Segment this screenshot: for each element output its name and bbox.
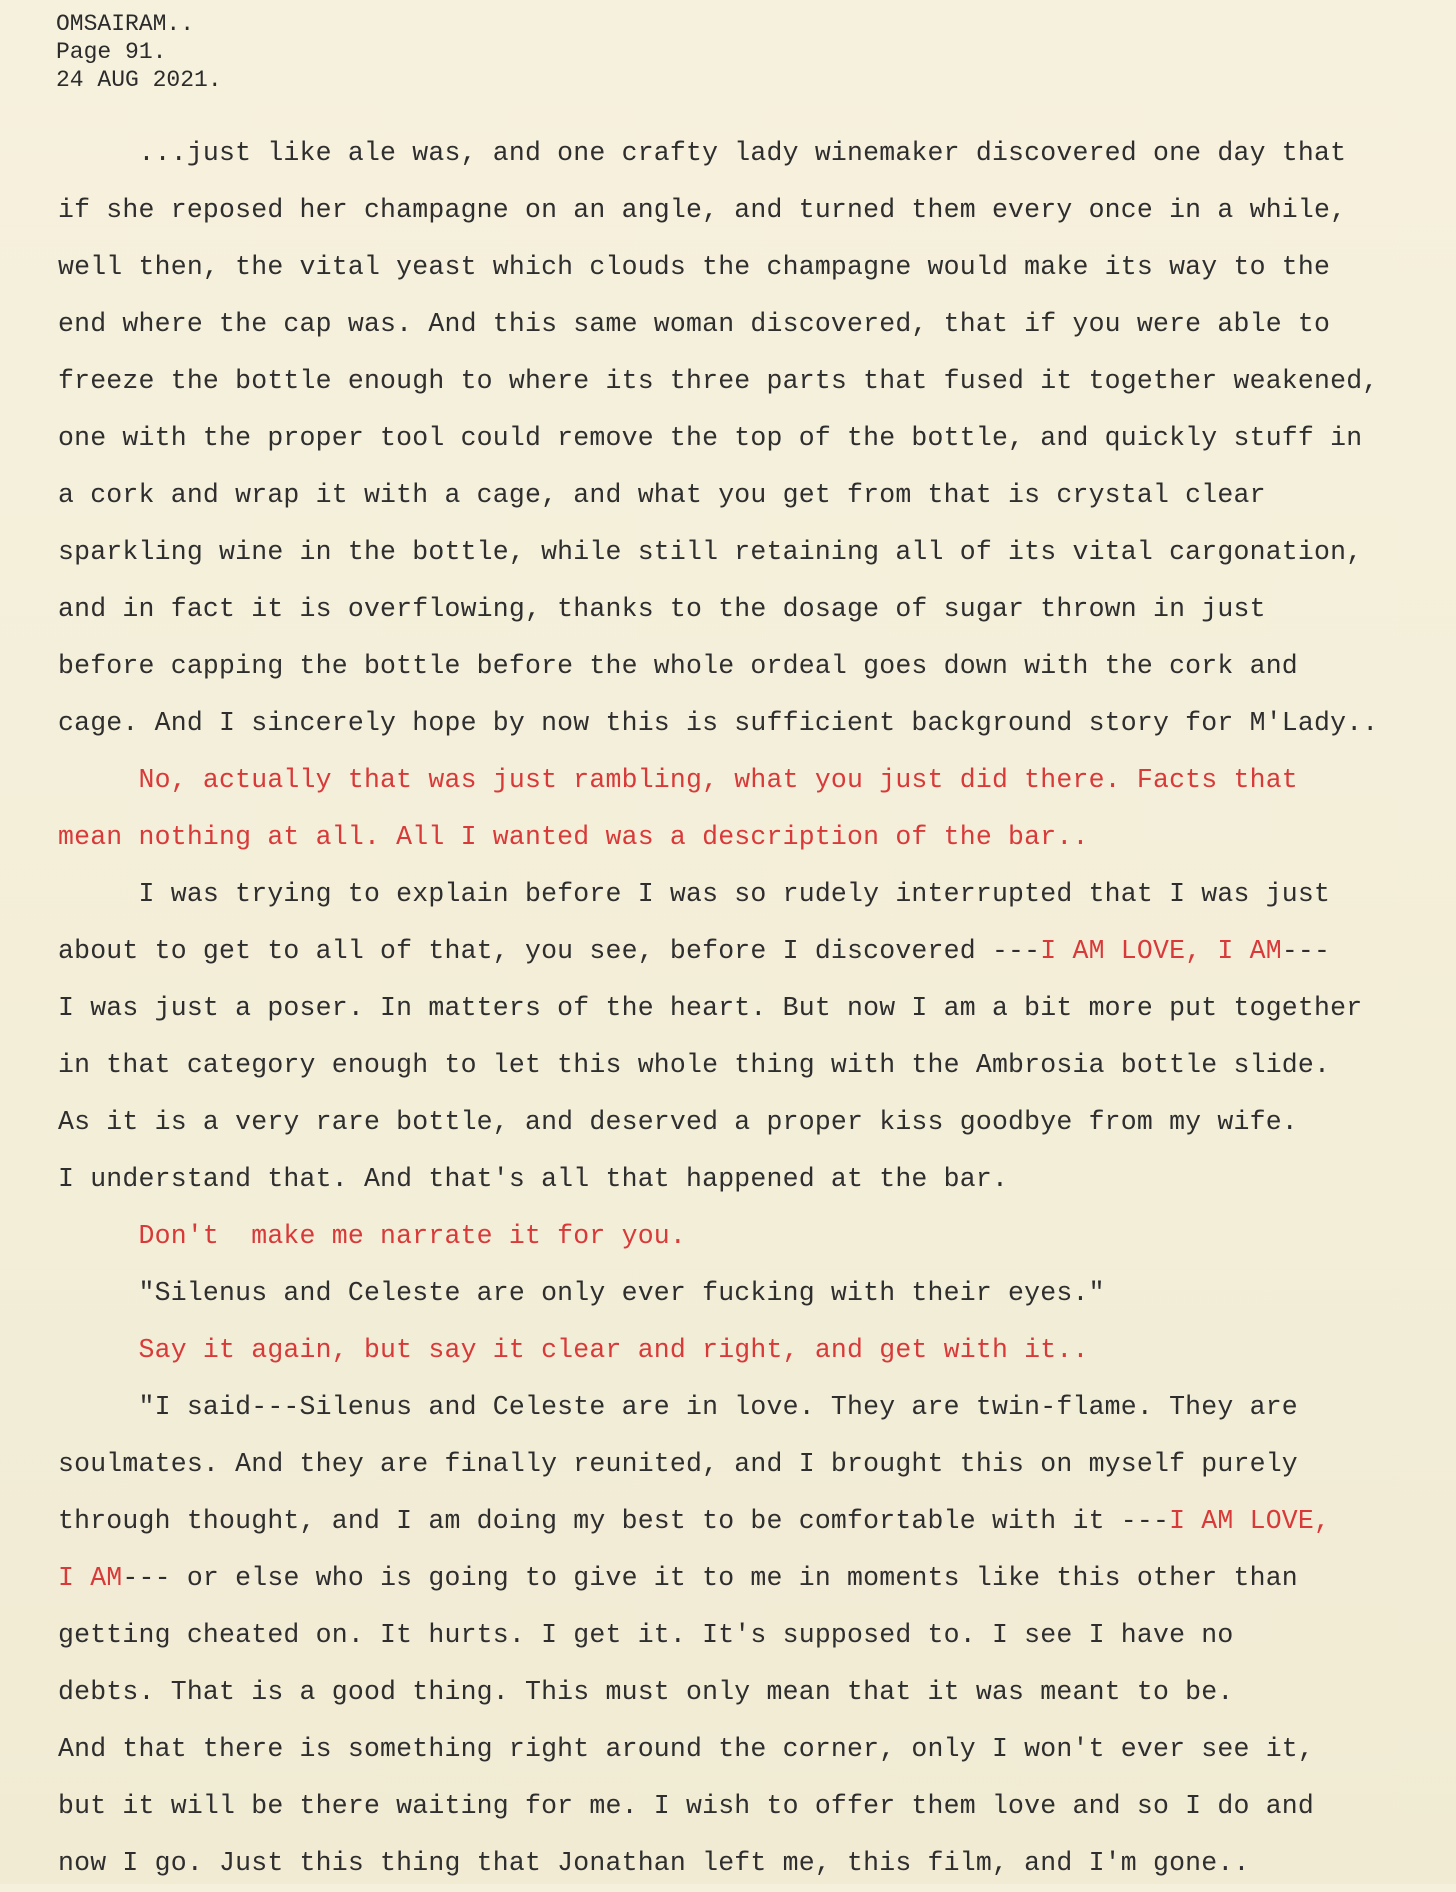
text-line: I was trying to explain before I was so rudely interrupted that I was just [58,879,1331,909]
text-line: mean nothing at all. All I wanted was a description of the bar.. [58,822,1089,852]
text-line: cage. And I sincerely hope by now this is sufficient background story for M'Lady.. [58,708,1379,738]
text-line: Don't make me narrate it for you. [58,1221,687,1251]
text-line: And that there is something right around the corner, only I won't ever see it, [58,1734,1315,1764]
text-line: I was just a poser. In matters of the heart. But now I am a bit more put together [58,993,1363,1023]
text-line: freeze the bottle enough to where its three parts that fused it together weakened, [58,366,1379,396]
text-line: "Silenus and Celeste are only ever fucking with their eyes." [58,1278,1105,1308]
text-line: soulmates. And they are finally reunited, and I brought this on myself purely [58,1449,1298,1479]
text-line: and in fact it is overflowing, thanks to the dosage of sugar thrown in just [58,594,1266,624]
text-line: but it will be there waiting for me. I wish to offer them love and so I do and [58,1791,1315,1821]
text-line [58,923,1448,980]
text-line: in that category enough to let this whole thing with the Ambrosia bottle slide. [58,1050,1331,1080]
text-line: one with the proper tool could remove the top of the bottle, and quickly stuff in [58,423,1363,453]
text-line: No, actually that was just rambling, what you just did there. Facts that [58,765,1298,795]
text-line: if she reposed her champagne on an angle, and turned them every once in a while, [58,195,1347,225]
text-line: a cork and wrap it with a cage, and what you get from that is crystal clear [58,480,1266,510]
black-text-segment: --- [1281,936,1331,966]
text-line: before capping the bottle before the whole ordeal goes down with the cork and [58,651,1298,681]
text-line: ...just like ale was, and one crafty lady winemaker discovered one day that [58,138,1347,168]
text-line [58,1550,1448,1607]
red-text-segment: I AM LOVE, I AM [1040,936,1282,966]
text-line: Say it again, but say it clear and right, and get with it.. [58,1335,1089,1365]
text-line: I understand that. And that's all that happened at the bar. [58,1164,1009,1194]
text-line: well then, the vital yeast which clouds the champagne would make its way to the [58,252,1331,282]
text-line: end where the cap was. And this same woman discovered, that if you were able to [58,309,1331,339]
text-line: debts. That is a good thing. This must only mean that it was meant to be. [58,1677,1234,1707]
text-line: sparkling wine in the bottle, while still retaining all of its vital cargonation, [58,537,1363,567]
header-title: OMSAIRAM.. [56,11,195,37]
text-line: getting cheated on. It hurts. I get it. It's supposed to. I see I have no [58,1620,1234,1650]
red-text-segment: I AM LOVE, [1169,1506,1331,1536]
text-line [58,1493,1448,1550]
text-line: As it is a very rare bottle, and deserved a proper kiss goodbye from my wife. [58,1107,1298,1137]
text-line: "I said---Silenus and Celeste are in love. They are twin-flame. They are [58,1392,1298,1422]
typed-body-text [58,125,1448,1892]
page-number: Page 91. [56,39,167,65]
page-header [56,10,222,94]
red-text-segment: I AM [58,1563,123,1593]
page-date: 24 AUG 2021. [56,67,222,93]
black-text-segment: about to get to all of that, you see, before I discovered --- [58,936,1041,966]
black-text-segment: through thought, and I am doing my best to be comfortable with it --- [58,1506,1170,1536]
black-text-segment: --- or else who is going to give it to me in moments like this other than [122,1563,1298,1593]
text-line: now I go. Just this thing that Jonathan left me, this film, and I'm gone.. [58,1848,1250,1878]
